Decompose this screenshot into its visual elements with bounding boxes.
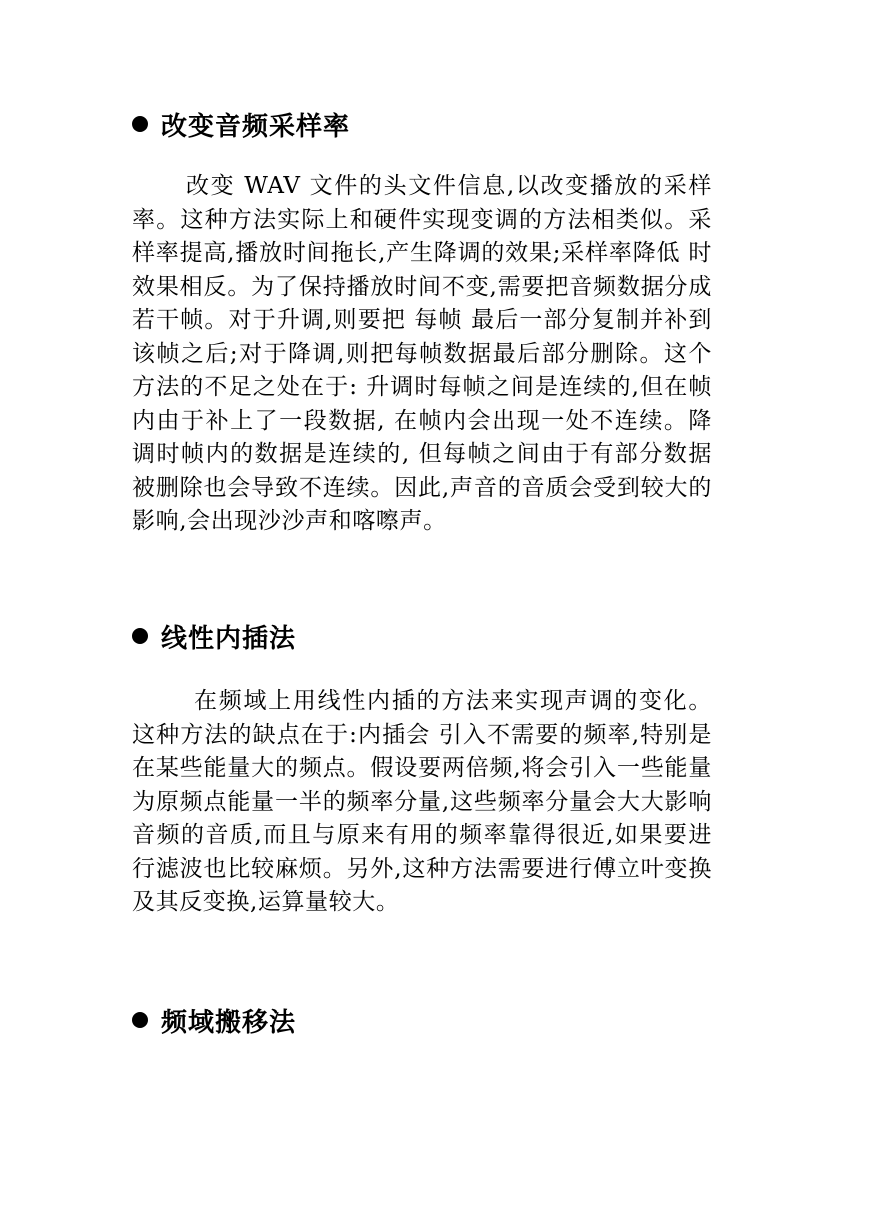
section-heading [132,106,712,142]
section-heading [132,1002,712,1038]
section-title: 改变音频采样率 [161,111,351,142]
section-heading [132,618,712,654]
section-linear-interpolation [132,618,712,920]
section-sample-rate [132,106,712,539]
bullet-icon [132,628,148,644]
section-paragraph: 改变 WAV 文件的头文件信息,以改变播放的采样率。这种方法实际上和硬件实现变调的方法相类似。采样率提高,播放时间拖长,产生降调的效果;采样率降低 时效果相反。为了保持播放时间不变,需要把音频数据分成若干帧。对于升调,则要把 每帧 最后一部分复制并补到该帧之后;对于降调,则把每帧数据最后部分删除。这个方法的不足之处在于: 升调时每帧之间是连续的,但在帧内由于补上了一段数据, 在帧内会出现一处不连续。降调时帧内的数据是连续的, 但每帧之间由于有部分数据被删除也会导致不连续。因此,声音的音质会受到较大的影响,会出现沙沙声和喀嚓声。 [132,173,712,534]
section-title: 线性内插法 [161,623,297,654]
section-paragraph: 在频域上用线性内插的方法来实现声调的变化。这种方法的缺点在于:内插会 引入不需要的频率,特别是在某些能量大的频点。假设要两倍频,将会引入一些能量为原频点能量一半的频率分量,这些频率分量会大大影响音频的音质,而且与原来有用的频率靠得很近,如果要进行滤波也比较麻烦。另外,这种方法需要进行傅立叶变换及其反变换,运算量较大。 [132,688,712,915]
bullet-icon [132,1012,148,1028]
section-title: 频域搬移法 [161,1007,297,1038]
bullet-icon [132,116,148,132]
section-frequency-shift [132,1002,712,1038]
